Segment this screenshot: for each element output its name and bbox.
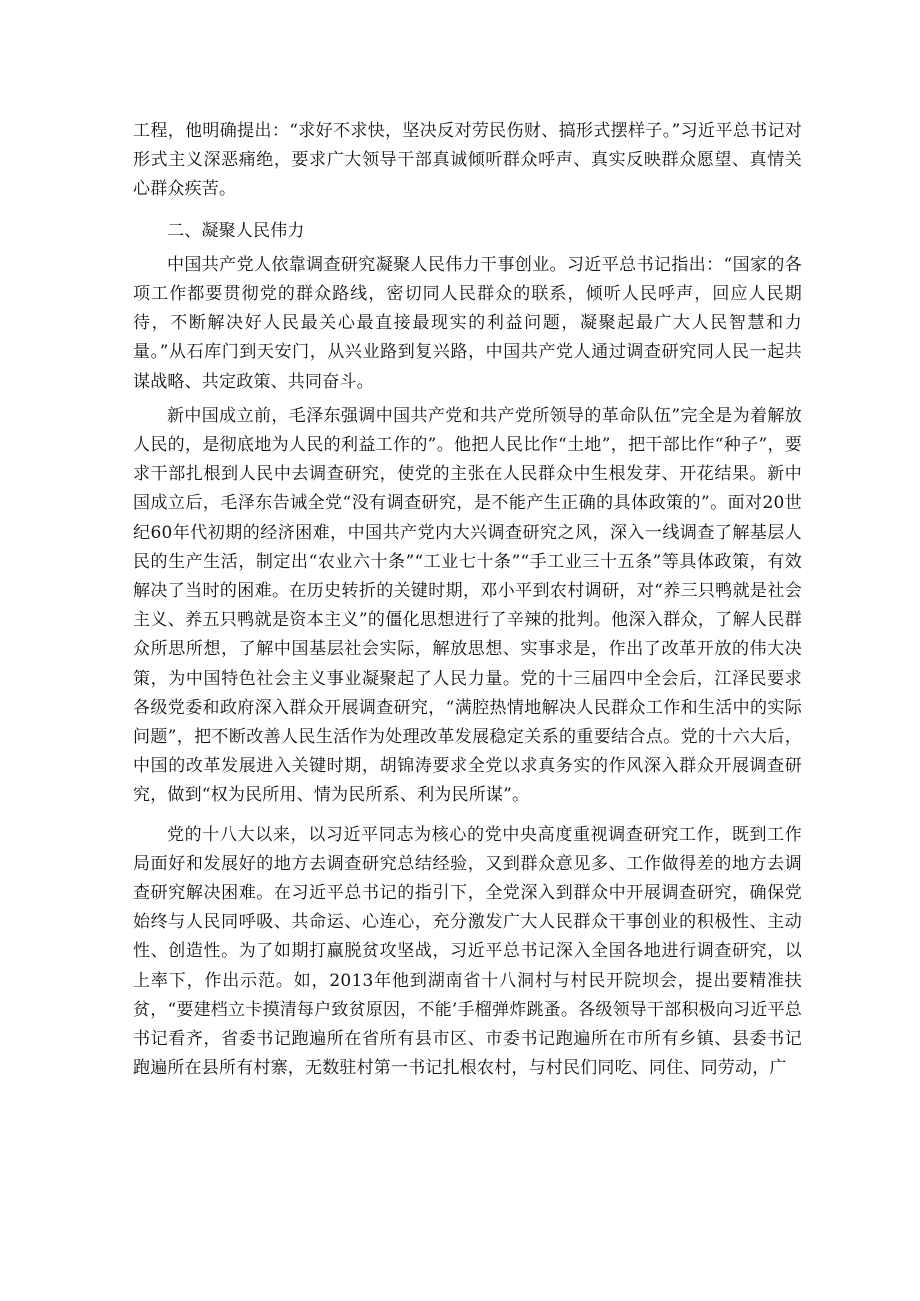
paragraph: 新中国成立前，毛泽东强调中国共产党和共产党所领导的革命队伍”完全是为着解放人民的，是彻底地为人民的利益工作的”。他把人民比作“土地”，把干部比作“种子”，要求干部扎根到人民中去调查研究，使党的主张在人民群众中生根发芽、开花结果。新中国成立后，毛泽东告诫全党“没有调查研究，是不能产生正确的具体政策的”。面对20世纪60年代初期的经济困难，中国共产党内大兴调查研究之风，深入一线调查了解基层人民的生产生活，制定出“农业六十条”“工业七十条”“手工业三十五条”等具体政策，有效解决了当时的困难。在历史转折的关键时期，邓小平到农村调研，对“养三只鸭就是社会主义、养五只鸭就是资本主义”的僵化思想进行了辛辣的批判。他深入群众，了解人民群众所思所想，了解中国基层社会实际，解放思想、实事求是，作出了改革开放的伟大决策，为中国特色社会主义事业凝聚起了人民力量。党的十三届四中全会后，江泽民要求各级党委和政府深入群众开展调查研究，“满腔热情地解决人民群众工作和生活中的实际问题”，把不断改善人民生活作为处理改革发展稳定关系的重要结合点。党的十六大后，中国的改革发展进入关键时期，胡锦涛要求全党以求真务实的作风深入群众开展调查研究，做到“权为民所用、情为民所系、利为民所谋”。: [133, 405, 802, 806]
paragraph: 中国共产党人依靠调查研究凝聚人民伟力干事创业。习近平总书记指出：“国家的各项工作都要贯彻党的群众路线，密切同人民群众的联系，倾听人民呼声，回应人民期待，不断解决好人民最关心最直接最现实的利益问题，凝聚起最广大人民智慧和力量。”从石库门到天安门，从兴业路到复兴路，中国共产党人通过调查研究同人民一起共谋战略、共定政策、共同奋斗。: [133, 254, 802, 392]
section-heading: 二、凝聚人民伟力: [167, 220, 305, 241]
paragraph-continuation: 工程，他明确提出：“求好不求快，坚决反对劳民伤财、搞形式摆样子。”习近平总书记对形式主义深恶痛绝，要求广大领导干部真诚倾听群众呼声、真实反映群众愿望、真情关心群众疾苦。: [133, 121, 802, 200]
paragraph: 党的十八大以来，以习近平同志为核心的党中央高度重视调查研究工作，既到工作局面好和发展好的地方去调查研究总结经验，又到群众意见多、工作做得差的地方去调查研究解决困难。在习近平总书记的指引下，全党深入到群众中开展调查研究，确保党始终与人民同呼吸、共命运、心连心，充分激发广大人民群众干事创业的积极性、主动性、创造性。为了如期打赢脱贫攻坚战，习近平总书记深入全国各地进行调查研究，以上率下，作出示范。如，2013年他到湖南省十八洞村与村民开院坝会，提出要精准扶贫，“要建档立卡摸清每户致贫原因，不能’手榴弹炸跳蚤。各级领导干部积极向习近平总书记看齐，省委书记跑遍所在省所有县市区、市委书记跑遍所在市所有乡镇、县委书记跑遍所在县所有村寨，无数驻村第一书记扎根农村，与村民们同吃、同住、同劳动，广: [133, 824, 802, 1079]
